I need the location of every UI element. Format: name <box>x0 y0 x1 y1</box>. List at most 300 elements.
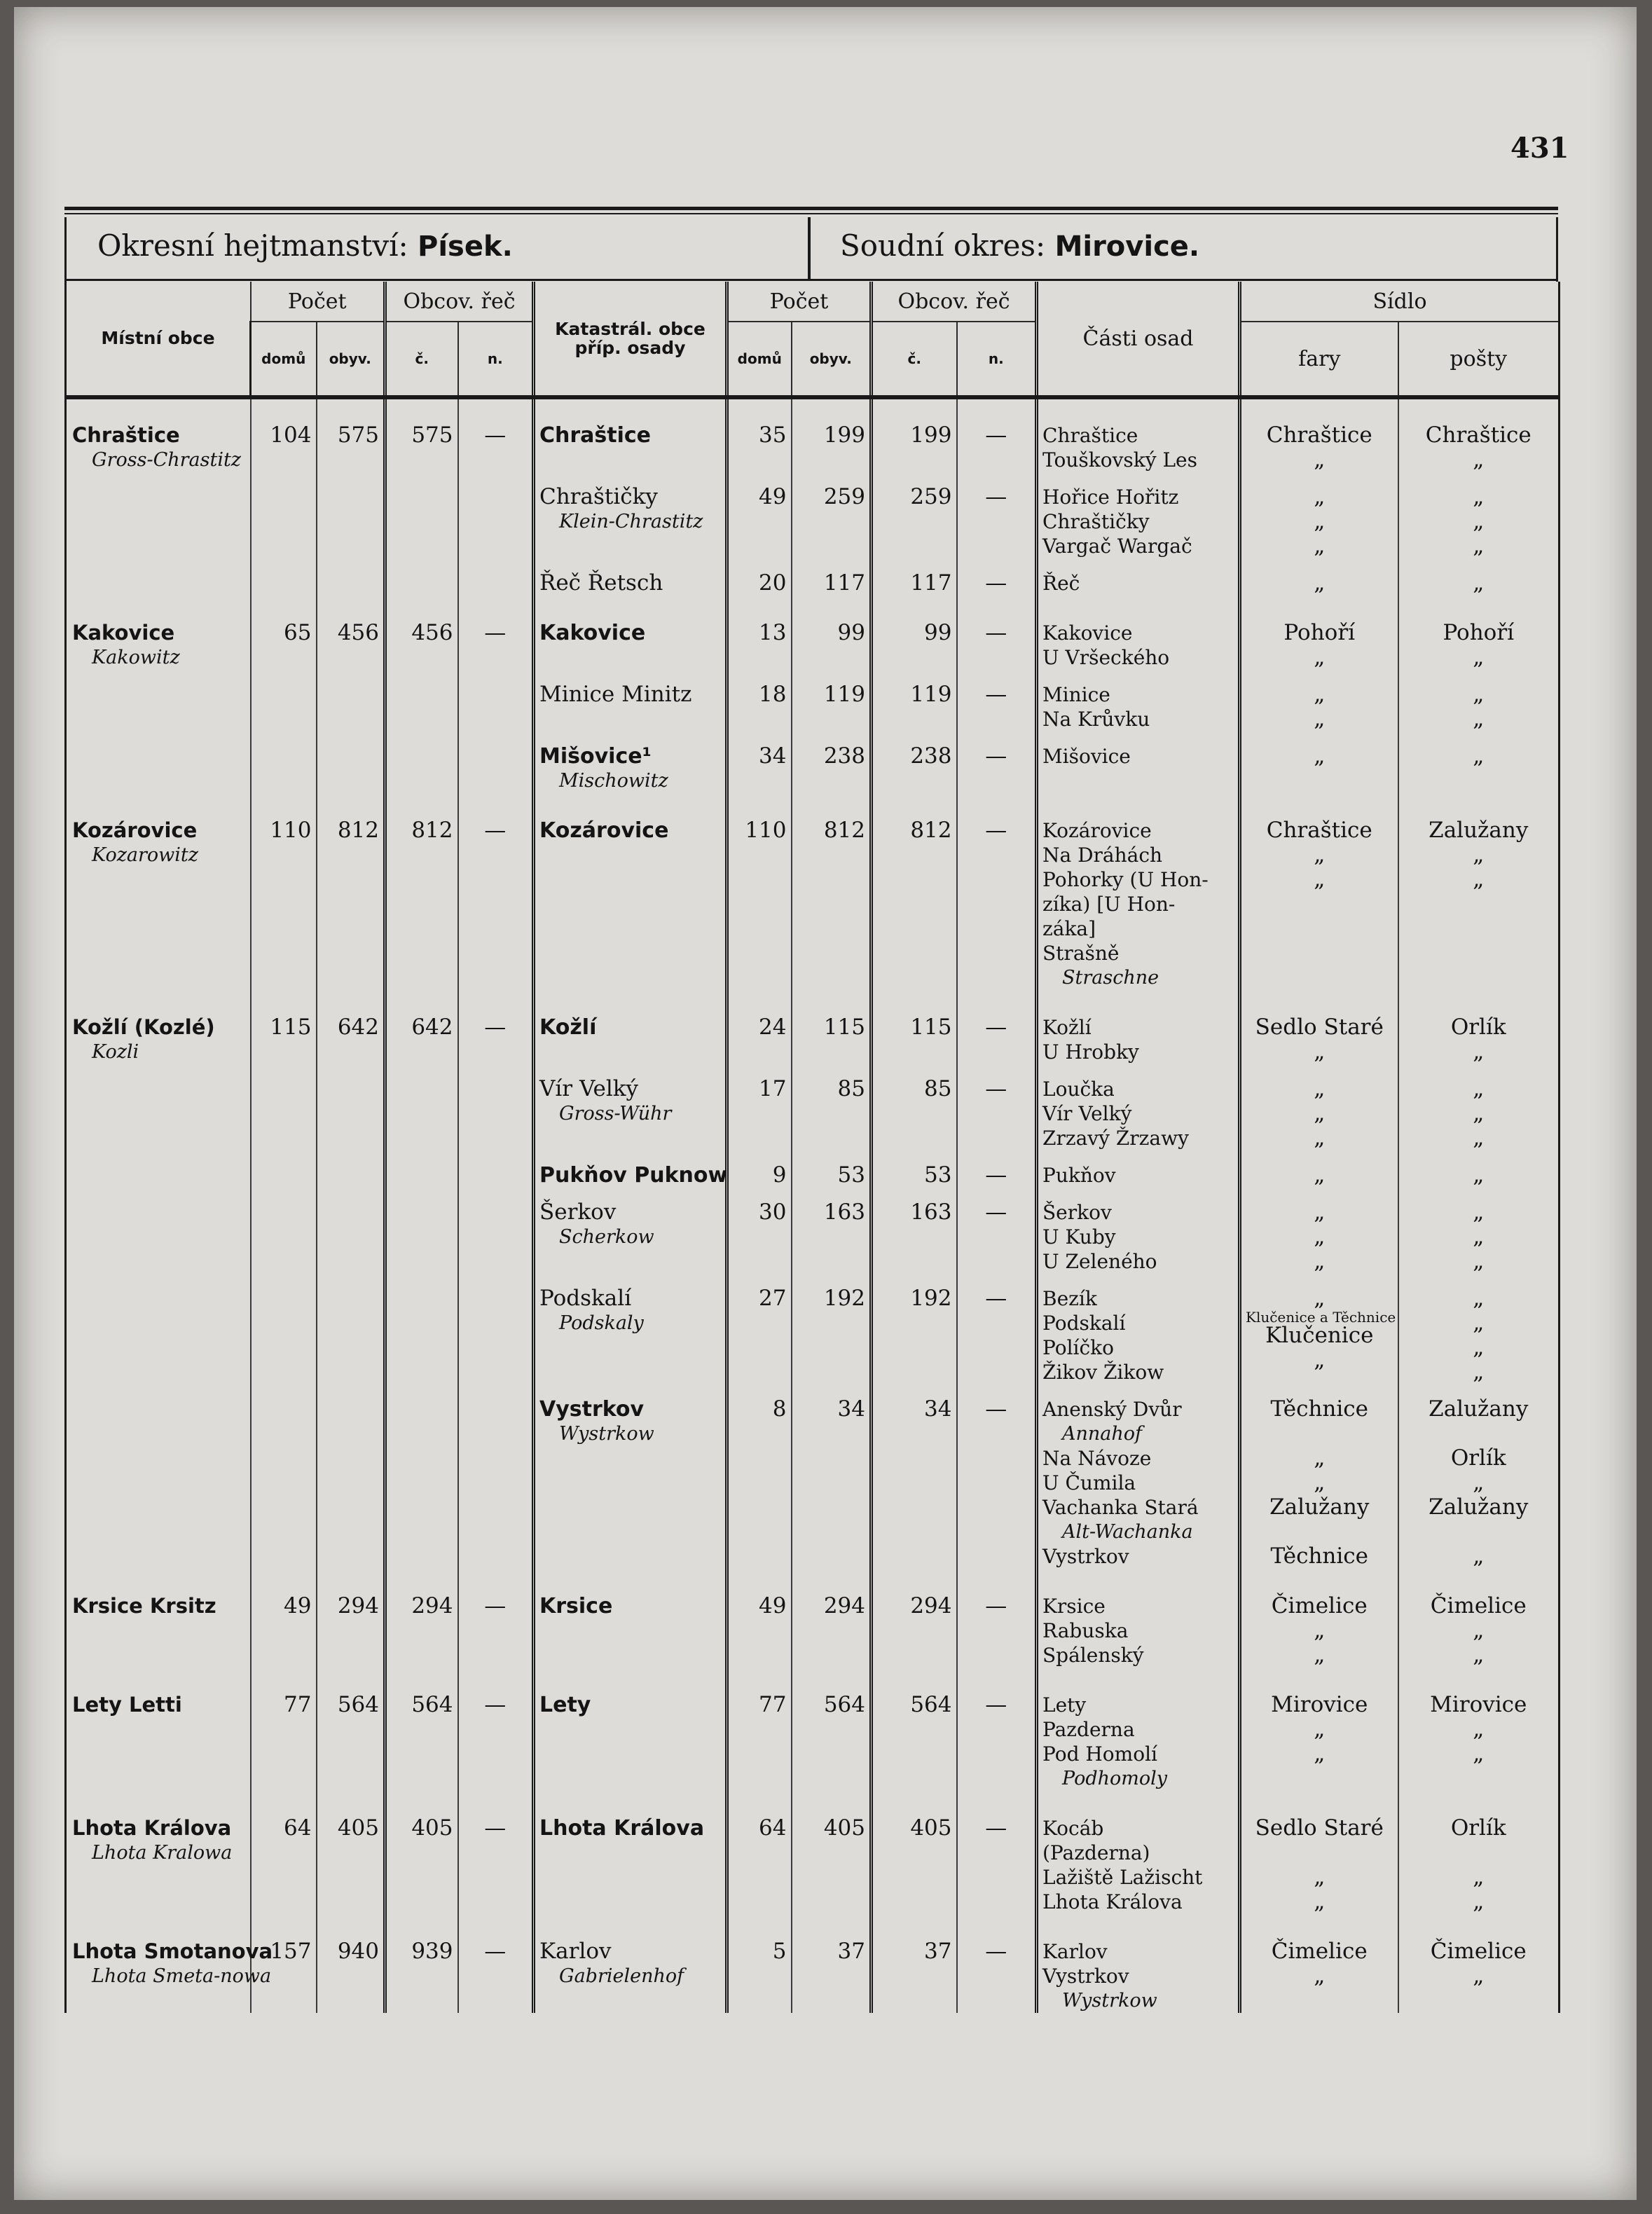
cell-kat-cesky: 238 <box>872 731 957 793</box>
osada-name: záka] <box>1042 917 1096 940</box>
posta-value: „ <box>1473 1359 1485 1384</box>
cell-obec-obyv: 405 <box>317 1791 385 1914</box>
fara-value: „ <box>1314 1347 1326 1373</box>
cell-kat-obyv: 163 <box>792 1188 872 1274</box>
fara-value: Čimelice <box>1271 1939 1368 1964</box>
osada-name: Pukňov <box>1042 1164 1116 1187</box>
cell-obec-nemecky <box>458 1384 534 1569</box>
osada-name: Rabuska <box>1042 1619 1129 1642</box>
cell-obec-obyv <box>317 670 385 731</box>
cell-katastr <box>534 1914 727 2013</box>
cell-kat-obyv: 192 <box>792 1274 872 1384</box>
cell-katastr <box>534 1384 727 1569</box>
obec-german-name: Kozli <box>92 1041 139 1063</box>
osada-name: Alt-Wachanka <box>1062 1521 1193 1543</box>
cell-obec-domu: 115 <box>251 990 317 1064</box>
cell-casti-osad <box>1037 558 1240 596</box>
fara-value: „ <box>1314 645 1326 670</box>
cell-kat-domu: 17 <box>727 1064 792 1150</box>
cell-kat-obyv: 34 <box>792 1384 872 1569</box>
osada-name: Lažiště Lažischt <box>1042 1866 1203 1889</box>
posta-value <box>1403 1422 1555 1446</box>
cell-kat-domu: 24 <box>727 990 792 1064</box>
osada-name: Loučka <box>1042 1078 1115 1101</box>
katastr-german-name: Scherkow <box>559 1226 654 1248</box>
cell-mistni-obec <box>66 1274 251 1384</box>
cell-kat-cesky: 812 <box>872 793 957 990</box>
cell-kat-cesky: 192 <box>872 1274 957 1384</box>
fara-value: „ <box>1314 1224 1326 1249</box>
cell-kat-domu: 20 <box>727 558 792 596</box>
katastr-name: Lety <box>539 1693 591 1717</box>
posta-value: „ <box>1473 1543 1485 1569</box>
cell-obec-domu <box>251 1188 317 1274</box>
table-row <box>66 1668 1560 1791</box>
cell-kat-cesky: 99 <box>872 596 957 670</box>
fara-value: „ <box>1314 1286 1326 1311</box>
col-obyv: obyv. <box>317 322 385 397</box>
fara-value: „ <box>1314 509 1326 534</box>
osada-name: Anenský Dvůr <box>1042 1398 1182 1421</box>
posta-value: Zalužany <box>1429 1494 1529 1520</box>
cell-kat-nemecky: — <box>957 1791 1037 1914</box>
cell-posty <box>1398 472 1560 558</box>
osada-name: Wystrkow <box>1062 1990 1157 2012</box>
cell-obec-nemecky <box>458 1150 534 1188</box>
col-obcov-rec-2: Obcov. řeč <box>872 282 1037 322</box>
district-header <box>64 217 1558 282</box>
katastr-german-name: Klein-Chrastitz <box>559 511 703 532</box>
cell-mistni-obec <box>66 793 251 990</box>
okres-label: Okresní hejtmanství: <box>97 228 408 263</box>
osada-name: Žikov Žikow <box>1042 1361 1164 1384</box>
fara-value: Chraštice <box>1266 422 1372 448</box>
cell-fary <box>1240 670 1398 731</box>
cell-kat-obyv: 259 <box>792 472 872 558</box>
cell-mistni-obec <box>66 472 251 558</box>
osada-name: Kakovice <box>1042 621 1133 645</box>
katastr-name: Kožlí <box>539 1015 597 1040</box>
katastr-german-name: Gross-Wühr <box>559 1103 672 1125</box>
cell-katastr <box>534 558 727 596</box>
cell-mistni-obec <box>66 731 251 793</box>
fara-value: Pohoří <box>1283 620 1356 645</box>
cell-kat-domu: 77 <box>727 1668 792 1791</box>
cell-mistni-obec <box>66 558 251 596</box>
table-row <box>66 1274 1560 1384</box>
fara-value: Sedlo Staré <box>1255 1815 1384 1841</box>
cell-kat-cesky: 34 <box>872 1384 957 1569</box>
cell-obec-nemecky: — <box>458 397 534 472</box>
fara-value: „ <box>1314 1963 1326 1988</box>
osada-name: Minice <box>1042 683 1110 706</box>
cell-obec-obyv <box>317 472 385 558</box>
katastr-name: Karlov <box>539 1939 612 1964</box>
table-row <box>66 1569 1560 1668</box>
cell-obec-obyv <box>317 558 385 596</box>
posta-value: Zalužany <box>1429 818 1529 843</box>
cell-casti-osad <box>1037 670 1240 731</box>
posta-value: „ <box>1473 682 1485 707</box>
osada-name: Lhota Králova <box>1042 1890 1183 1913</box>
cell-kat-nemecky: — <box>957 558 1037 596</box>
top-rule <box>64 207 1558 210</box>
fara-value: Klučenice <box>1265 1323 1374 1348</box>
obec-name: Kožlí (Kozlé) <box>72 1015 215 1039</box>
posta-value: „ <box>1473 1470 1485 1495</box>
osada-name: Lety <box>1042 1693 1087 1717</box>
cell-kat-nemecky: — <box>957 1064 1037 1150</box>
cell-kat-domu: 9 <box>727 1150 792 1188</box>
osada-name: Na Dráhách <box>1042 844 1163 867</box>
posta-value: Mirovice <box>1430 1692 1527 1717</box>
top-rule-thin <box>64 213 1558 214</box>
osada-name: (Pazderna) <box>1042 1841 1150 1864</box>
cell-obec-nemecky: — <box>458 1914 534 2013</box>
obec-german-name: Kozarowitz <box>92 844 199 866</box>
cell-kat-obyv: 37 <box>792 1914 872 2013</box>
posta-value: „ <box>1473 1717 1485 1742</box>
fara-value: „ <box>1314 1864 1326 1890</box>
cell-mistni-obec <box>66 1064 251 1150</box>
cell-obec-cesky <box>385 670 458 731</box>
cell-posty <box>1398 793 1560 990</box>
cell-casti-osad <box>1037 1384 1240 1569</box>
osada-name: Chraštice <box>1042 424 1138 447</box>
col-domu-2: domů <box>727 322 792 397</box>
fara-value: „ <box>1314 706 1326 731</box>
posta-value: „ <box>1473 842 1485 867</box>
cell-obec-domu <box>251 472 317 558</box>
fara-value: „ <box>1314 1470 1326 1495</box>
posta-value: „ <box>1473 1864 1485 1890</box>
col-posty: pošty <box>1398 322 1560 397</box>
osada-name: Touškovský Les <box>1042 448 1197 472</box>
cell-obec-cesky: 575 <box>385 397 458 472</box>
obec-name: Lhota Smotanova <box>72 1939 273 1963</box>
cell-kat-nemecky: — <box>957 1569 1037 1668</box>
osada-name: U Zeleného <box>1042 1250 1157 1273</box>
table-row <box>66 1791 1560 1914</box>
cell-kat-obyv: 53 <box>792 1150 872 1188</box>
cell-obec-obyv: 642 <box>317 990 385 1064</box>
col-c: č. <box>385 322 458 397</box>
fara-value: „ <box>1314 1162 1326 1188</box>
cell-kat-cesky: 53 <box>872 1150 957 1188</box>
cell-fary <box>1240 1569 1398 1668</box>
posta-value: Zalužany <box>1429 1396 1529 1422</box>
cell-posty <box>1398 1384 1560 1569</box>
osada-name: Na Návoze <box>1042 1447 1152 1470</box>
cell-mistni-obec <box>66 596 251 670</box>
cell-kat-domu: 27 <box>727 1274 792 1384</box>
osada-name: Vystrkov <box>1042 1545 1129 1568</box>
cell-casti-osad <box>1037 472 1240 558</box>
cell-mistni-obec <box>66 1914 273 2013</box>
cell-obec-domu: 157 <box>251 1914 317 2013</box>
cell-kat-nemecky: — <box>957 1150 1037 1188</box>
cell-obec-cesky: 456 <box>385 596 458 670</box>
table-row <box>66 1384 1560 1569</box>
cell-obec-domu <box>251 670 317 731</box>
posta-value: „ <box>1473 645 1485 670</box>
cell-kat-nemecky: — <box>957 397 1037 472</box>
cell-kat-cesky: 405 <box>872 1791 957 1914</box>
katastr-name: Kakovice <box>539 621 646 645</box>
cell-fary <box>1240 558 1398 596</box>
cell-obec-domu <box>251 731 317 793</box>
cell-fary <box>1240 1791 1398 1914</box>
posta-value: Pohoří <box>1443 620 1515 645</box>
cell-obec-domu: 65 <box>251 596 317 670</box>
cell-obec-obyv <box>317 1384 385 1569</box>
posta-value: „ <box>1473 1101 1485 1126</box>
posta-value: „ <box>1473 1310 1485 1335</box>
cell-kat-cesky: 117 <box>872 558 957 596</box>
cell-casti-osad <box>1037 731 1240 793</box>
osada-name: Karlov <box>1042 1940 1108 1963</box>
table-row <box>66 1064 1560 1150</box>
cell-katastr <box>534 1188 727 1274</box>
cell-katastr <box>534 670 727 731</box>
cell-katastr <box>534 731 727 793</box>
cell-casti-osad <box>1037 596 1240 670</box>
osada-name: Řeč <box>1042 572 1080 595</box>
cell-katastr <box>534 1150 727 1188</box>
cell-casti-osad <box>1037 1150 1240 1188</box>
osada-name: Vír Velký <box>1042 1102 1132 1125</box>
katastr-name: Mišovice¹ <box>539 744 652 769</box>
fara-value <box>1246 1422 1393 1446</box>
cell-kat-obyv: 405 <box>792 1791 872 1914</box>
fara-value: „ <box>1314 570 1326 596</box>
posta-value: „ <box>1473 867 1485 892</box>
obec-name: Lhota Králova <box>72 1816 232 1840</box>
cell-kat-cesky: 115 <box>872 990 957 1064</box>
col-katastr <box>534 282 727 397</box>
posta-value: „ <box>1473 1618 1485 1643</box>
cell-obec-nemecky: — <box>458 1569 534 1668</box>
cell-posty <box>1398 1188 1560 1274</box>
katastr-name: Vystrkov <box>539 1397 645 1422</box>
posta-value: „ <box>1473 447 1485 472</box>
cell-obec-obyv <box>317 1064 385 1150</box>
cell-obec-obyv: 564 <box>317 1668 385 1791</box>
osada-name: Strašně <box>1042 942 1120 965</box>
fara-value: „ <box>1314 682 1326 707</box>
cell-obec-cesky <box>385 472 458 558</box>
cell-fary <box>1240 1384 1398 1569</box>
katastr-name: Krsice <box>539 1594 613 1618</box>
cell-kat-domu: 34 <box>727 731 792 793</box>
posta-value: „ <box>1473 1286 1485 1311</box>
cell-obec-domu <box>251 558 317 596</box>
fara-value: „ <box>1314 1125 1326 1150</box>
fara-value: „ <box>1314 743 1326 769</box>
cell-obec-cesky <box>385 731 458 793</box>
posta-value: „ <box>1473 1125 1485 1150</box>
cell-casti-osad <box>1037 1791 1240 1914</box>
fara-value: „ <box>1314 1249 1326 1274</box>
katastr-german-name: Gabrielenhof <box>559 1965 684 1987</box>
cell-fary <box>1240 596 1398 670</box>
posta-value: „ <box>1473 509 1485 534</box>
osada-name: Straschne <box>1062 967 1159 989</box>
cell-obec-obyv <box>317 1150 385 1188</box>
cell-posty <box>1398 1914 1560 2013</box>
cell-obec-domu: 77 <box>251 1668 317 1791</box>
cell-casti-osad <box>1037 1914 1240 2013</box>
posta-value: „ <box>1473 1642 1485 1668</box>
col-c-2: č. <box>872 322 957 397</box>
fara-value: „ <box>1314 447 1326 472</box>
cell-obec-domu: 49 <box>251 1569 317 1668</box>
posta-value: „ <box>1473 1741 1485 1766</box>
cell-kat-nemecky: — <box>957 1274 1037 1384</box>
cell-obec-obyv <box>317 1188 385 1274</box>
page-sheet <box>14 7 1637 2200</box>
posta-value: „ <box>1473 484 1485 509</box>
table-row <box>66 990 1560 1064</box>
cell-kat-obyv: 199 <box>792 397 872 472</box>
fara-value <box>1246 1841 1393 1865</box>
cell-mistni-obec <box>66 1668 251 1791</box>
col-pocet: Počet <box>251 282 385 322</box>
cell-posty <box>1398 596 1560 670</box>
cell-obec-cesky <box>385 1384 458 1569</box>
cell-casti-osad <box>1037 397 1240 472</box>
fara-value: „ <box>1314 1741 1326 1766</box>
posta-value: „ <box>1473 1199 1485 1225</box>
col-sidlo: Sídlo <box>1240 282 1560 322</box>
osada-name: Vachanka Stará <box>1042 1496 1199 1519</box>
cell-kat-cesky: 564 <box>872 1668 957 1791</box>
cell-obec-cesky <box>385 1188 458 1274</box>
cell-obec-nemecky: — <box>458 1791 534 1914</box>
cell-mistni-obec <box>66 397 251 472</box>
cell-posty <box>1398 670 1560 731</box>
cell-kat-nemecky: — <box>957 1914 1037 2013</box>
cell-posty <box>1398 1064 1560 1150</box>
cell-posty <box>1398 1274 1560 1384</box>
posta-value <box>1403 1520 1555 1544</box>
cell-kat-domu: 8 <box>727 1384 792 1569</box>
fara-value: „ <box>1314 1039 1326 1064</box>
cell-obec-nemecky: — <box>458 1668 534 1791</box>
cell-fary <box>1240 472 1398 558</box>
posta-value: „ <box>1473 1224 1485 1249</box>
col-obcov-rec: Obcov. řeč <box>385 282 534 322</box>
cell-kat-nemecky: — <box>957 990 1037 1064</box>
osada-name: Vystrkov <box>1042 1965 1129 1988</box>
posta-value: Čimelice <box>1430 1939 1527 1964</box>
osada-name: Zrzavý Žrzawy <box>1042 1127 1189 1150</box>
osada-name: Mišovice <box>1042 745 1131 768</box>
cell-kat-domu: 13 <box>727 596 792 670</box>
cell-casti-osad <box>1037 793 1240 990</box>
table-body <box>66 397 1560 2013</box>
cell-kat-cesky: 259 <box>872 472 957 558</box>
posta-value: „ <box>1473 570 1485 596</box>
obec-name: Kozárovice <box>72 818 198 842</box>
posta-value: „ <box>1473 1162 1485 1188</box>
obec-german-name: Kakowitz <box>92 647 180 668</box>
cell-posty <box>1398 990 1560 1064</box>
cell-kat-cesky: 85 <box>872 1064 957 1150</box>
osada-name: Na Krůvku <box>1042 708 1150 731</box>
cell-mistni-obec <box>66 1791 251 1914</box>
obec-name: Chraštice <box>72 423 180 447</box>
cell-posty <box>1398 731 1560 793</box>
fara-value: „ <box>1314 1889 1326 1914</box>
cell-kat-domu: 5 <box>727 1914 792 2013</box>
cell-kat-cesky: 199 <box>872 397 957 472</box>
osada-name: U Hrobky <box>1042 1040 1139 1064</box>
cell-obec-nemecky: — <box>458 990 534 1064</box>
cell-mistni-obec <box>66 1569 251 1668</box>
cell-kat-nemecky: — <box>957 670 1037 731</box>
fara-value: „ <box>1314 842 1326 867</box>
cell-obec-domu <box>251 1384 317 1569</box>
cell-obec-nemecky <box>458 1188 534 1274</box>
cell-obec-nemecky <box>458 472 534 558</box>
cell-fary <box>1240 1914 1398 2013</box>
cell-kat-domu: 35 <box>727 397 792 472</box>
cell-obec-obyv <box>317 1274 385 1384</box>
posta-value: Orlík <box>1450 1015 1506 1040</box>
cell-casti-osad <box>1037 1188 1240 1274</box>
table-row <box>66 558 1560 596</box>
cell-obec-cesky <box>385 1150 458 1188</box>
cell-obec-cesky: 812 <box>385 793 458 990</box>
cell-obec-nemecky: — <box>458 793 534 990</box>
fara-value: Těchnice <box>1270 1396 1369 1422</box>
cell-kat-domu: 18 <box>727 670 792 731</box>
cell-obec-cesky: 564 <box>385 1668 458 1791</box>
fara-value: „ <box>1314 533 1326 558</box>
osada-name: Pazderna <box>1042 1718 1135 1741</box>
cell-obec-cesky: 939 <box>385 1914 458 2013</box>
katastr-german-name: Podskaly <box>559 1312 644 1334</box>
obec-german-name: Gross-Chrastitz <box>92 449 242 471</box>
katastr-name: Kozárovice <box>539 818 669 843</box>
cell-obec-nemecky <box>458 670 534 731</box>
cell-obec-cesky <box>385 1274 458 1384</box>
cell-kat-nemecky: — <box>957 731 1037 793</box>
osada-name: Bezík <box>1042 1287 1097 1310</box>
posta-value: „ <box>1473 1963 1485 1988</box>
osada-name: Chraštičky <box>1042 510 1150 533</box>
table-row <box>66 596 1560 670</box>
osada-name: Hořice Hořitz <box>1042 486 1179 509</box>
katastr-name: Minice Minitz <box>539 682 692 707</box>
cell-kat-cesky: 163 <box>872 1188 957 1274</box>
cell-obec-obyv: 294 <box>317 1569 385 1668</box>
cell-kat-obyv: 564 <box>792 1668 872 1791</box>
okres-value: Písek. <box>418 231 513 263</box>
col-casti-osad: Části osad <box>1037 282 1240 397</box>
osada-name: Políčko <box>1042 1336 1114 1359</box>
obec-german-name: Lhota Kralowa <box>92 1842 233 1864</box>
cell-katastr <box>534 793 727 990</box>
cell-casti-osad <box>1037 1569 1240 1668</box>
okres-header <box>97 228 513 263</box>
cell-kat-nemecky: — <box>957 1384 1037 1569</box>
osada-name: U Vršeckého <box>1042 646 1170 669</box>
cell-katastr <box>534 596 727 670</box>
osada-name: U Kuby <box>1042 1225 1116 1249</box>
cell-mistni-obec <box>66 1384 251 1569</box>
